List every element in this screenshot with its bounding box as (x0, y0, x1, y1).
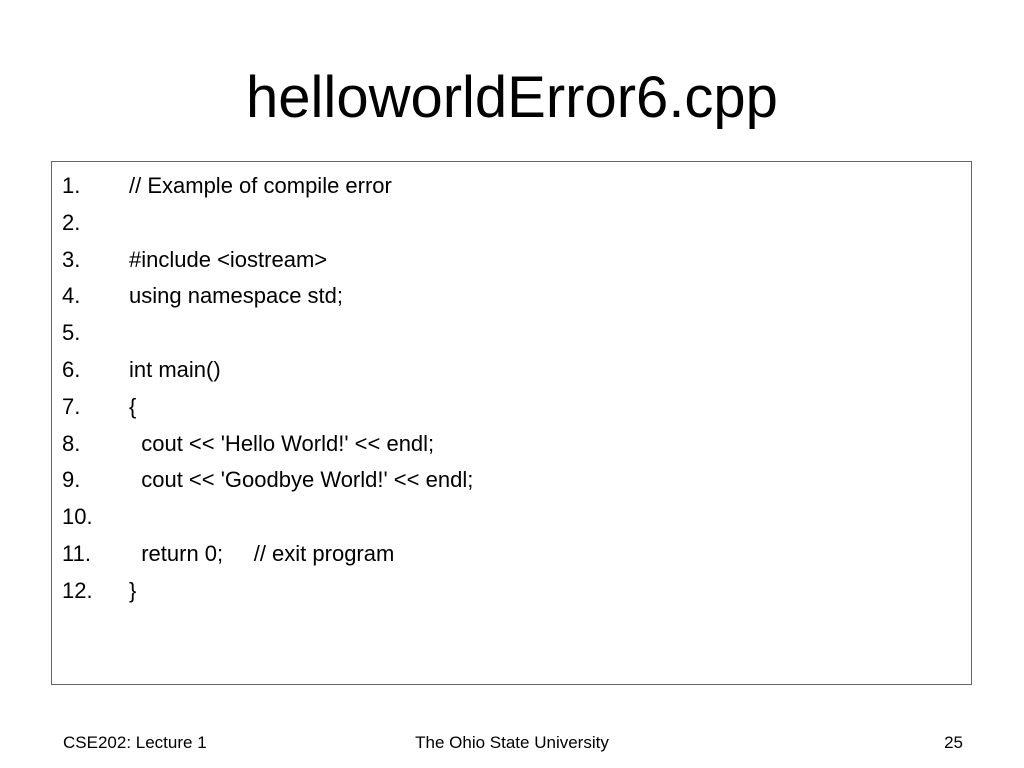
code-line (52, 278, 971, 315)
line-number: 4. (62, 283, 81, 309)
line-number: 6. (62, 356, 81, 382)
code-line (52, 242, 971, 279)
line-code: cout << 'Hello World!' << endl; (129, 430, 435, 456)
code-line (52, 426, 971, 463)
line-code: int main() (129, 356, 221, 382)
line-number: 1. (62, 173, 81, 198)
code-line (52, 352, 971, 389)
line-number: 11. (62, 540, 91, 566)
footer-course: CSE202: Lecture 1 (63, 733, 207, 752)
slide-title: helloworldError6.cpp (246, 65, 778, 130)
code-line (52, 168, 971, 205)
line-code: cout << 'Goodbye World!' << endl; (129, 467, 474, 493)
code-line (52, 389, 971, 426)
code-line (52, 462, 971, 499)
code-line (52, 315, 971, 352)
line-number: 9. (62, 467, 81, 493)
line-code: { (129, 393, 137, 419)
line-code: return 0; // exit program (129, 540, 395, 566)
line-code: using namespace std; (129, 283, 344, 309)
line-code: #include <iostream> (129, 246, 328, 272)
code-line (52, 536, 971, 573)
line-code: } (129, 577, 137, 603)
footer-page-number: 25 (944, 733, 963, 752)
line-number: 7. (62, 393, 81, 419)
code-line (52, 573, 971, 610)
code-line (52, 499, 971, 536)
line-number: 12. (62, 577, 93, 603)
line-number: 2. (62, 209, 81, 235)
line-code: // Example of compile error (129, 173, 392, 198)
footer-institution: The Ohio State University (415, 733, 609, 752)
line-number: 10. (62, 504, 93, 530)
code-listing (51, 161, 972, 685)
line-number: 5. (62, 320, 81, 346)
line-number: 3. (62, 246, 81, 272)
line-number: 8. (62, 430, 81, 456)
code-line (52, 205, 971, 242)
